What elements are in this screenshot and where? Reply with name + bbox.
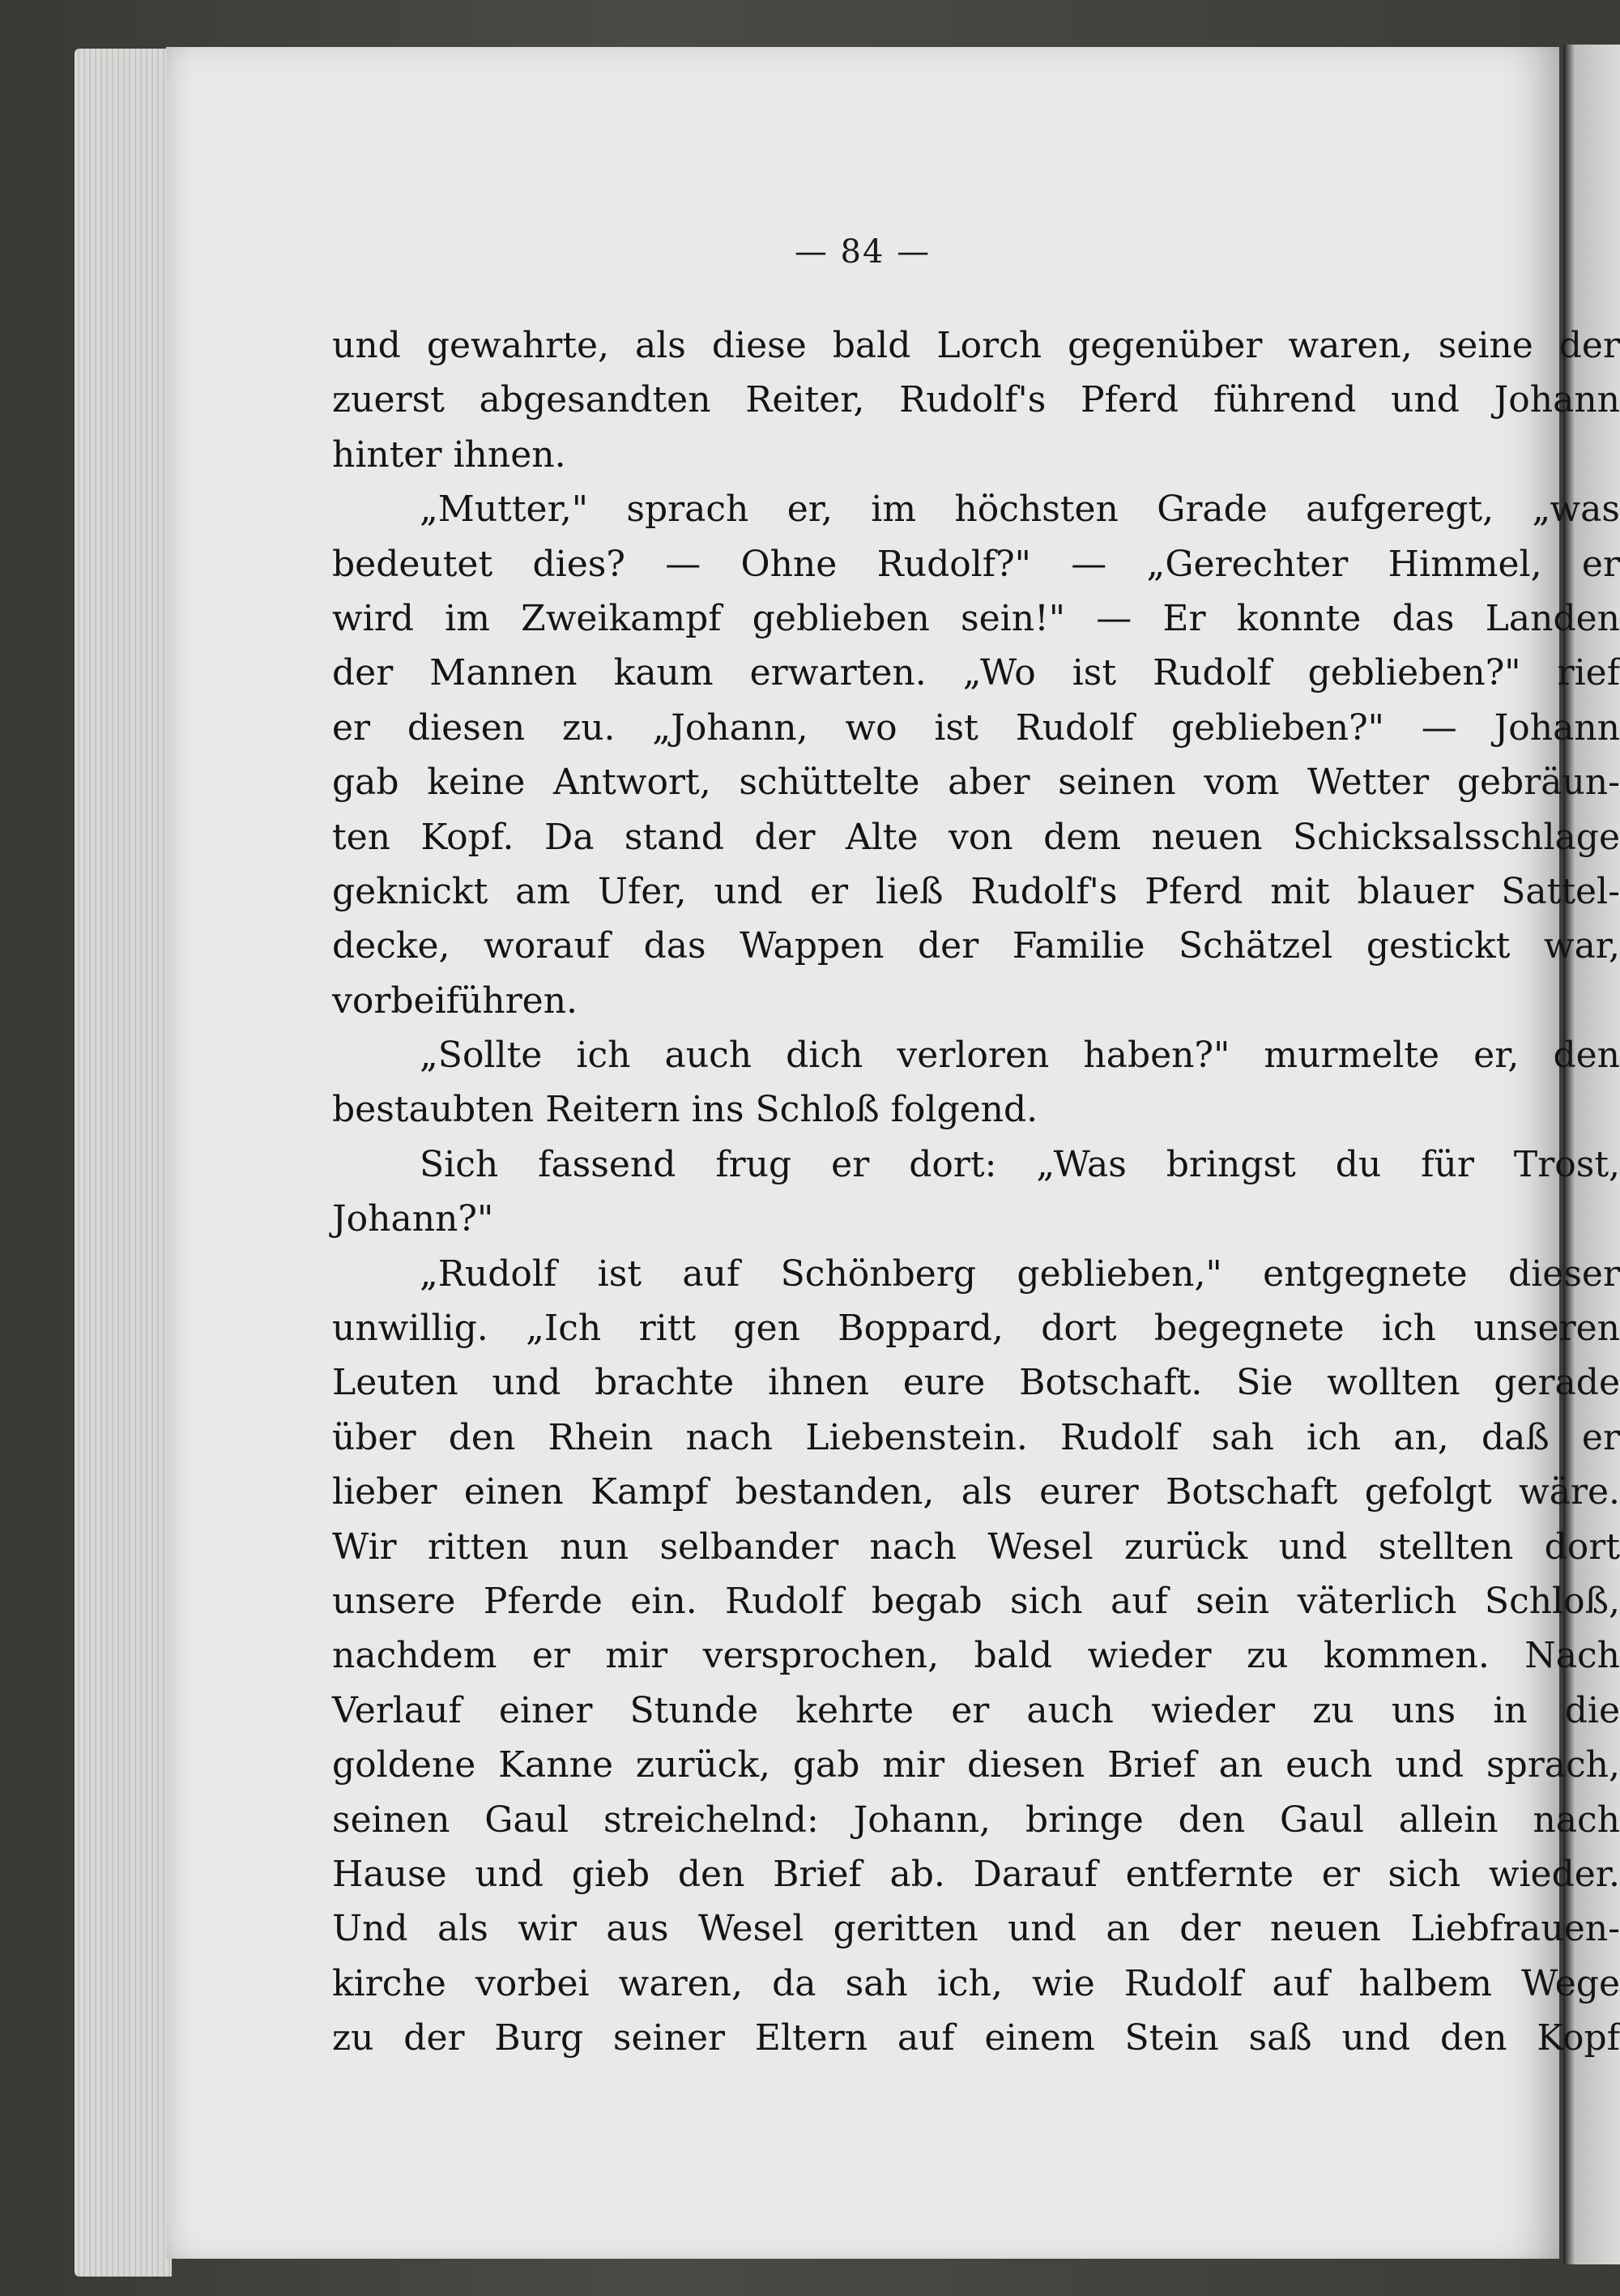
text-line: wird im Zweikampf geblieben sein!" — Er konnte das Landen bbox=[332, 597, 1620, 639]
text-line: vorbeiführen. bbox=[332, 979, 578, 1022]
text-line: unsere Pferde ein. Rudolf begab sich auf sein väterlich Schloß, bbox=[332, 1580, 1620, 1622]
page-edges bbox=[75, 49, 172, 2277]
text-line: und gewahrte, als diese bald Lorch gegenüber waren, seine der bbox=[332, 325, 1620, 366]
text-line: der Mannen kaum erwarten. „Wo ist Rudolf geblieben?" rief bbox=[332, 652, 1620, 694]
page-number: — 84 — bbox=[794, 233, 932, 271]
book-page bbox=[166, 47, 1620, 2259]
text-line: bestaubten Reitern ins Schloß folgend. bbox=[332, 1089, 1038, 1131]
text-line: Sich fassend frug er dort: „Was bringst du für Trost, bbox=[420, 1143, 1620, 1185]
body-text bbox=[332, 318, 1620, 2066]
text-line: Leuten und brachte ihnen eure Botschaft. Sie wollten gerade bbox=[332, 1362, 1620, 1404]
text-line: ten Kopf. Da stand der Alte von dem neuen Schicksalsschlage bbox=[332, 816, 1620, 858]
text-line: über den Rhein nach Liebenstein. Rudolf sah ich an, daß er bbox=[332, 1416, 1620, 1458]
text-line: er diesen zu. „Johann, wo ist Rudolf geblieben?" — Johann bbox=[332, 706, 1620, 749]
text-line: bedeutet dies? — Ohne Rudolf?" — „Gerechter Himmel, er bbox=[332, 543, 1620, 585]
text-line: „Mutter," sprach er, im höchsten Grade aufgeregt, „was bbox=[420, 489, 1620, 531]
text-line: zu der Burg seiner Eltern auf einem Stein saß und den Kopf bbox=[332, 2017, 1620, 2059]
text-line: „Sollte ich auch dich verloren haben?" murmelte er, den bbox=[420, 1035, 1620, 1077]
text-line: goldene Kanne zurück, gab mir diesen Brief an euch und sprach, bbox=[332, 1744, 1620, 1786]
text-line: gab keine Antwort, schüttelte aber seinen vom Wetter gebräun- bbox=[332, 762, 1620, 804]
text-line: lieber einen Kampf bestanden, als eurer Botschaft gefolgt wäre. bbox=[332, 1471, 1620, 1513]
text-line: Johann?" bbox=[332, 1198, 494, 1240]
text-line: Und als wir aus Wesel geritten und an der neuen Liebfrauen- bbox=[332, 1908, 1620, 1950]
text-line: Wir ritten nun selbander nach Wesel zurück und stellten dort bbox=[332, 1526, 1620, 1568]
text-line: hinter ihnen. bbox=[332, 433, 566, 476]
text-line: decke, worauf das Wappen der Familie Schätzel gestickt war, bbox=[332, 925, 1620, 967]
text-line: „Rudolf ist auf Schönberg geblieben," entgegnete dieser bbox=[420, 1253, 1620, 1295]
text-line: seinen Gaul streichelnd: Johann, bringe den Gaul allein nach bbox=[332, 1799, 1620, 1841]
text-line: Verlauf einer Stunde kehrte er auch wieder zu uns in die bbox=[332, 1689, 1620, 1731]
text-line: zuerst abgesandten Reiter, Rudolf's Pferd führend und Johann bbox=[332, 379, 1620, 421]
text-line: geknickt am Ufer, und er ließ Rudolf's Pferd mit blauer Sattel- bbox=[332, 870, 1620, 912]
text-line: unwillig. „Ich ritt gen Boppard, dort begegnete ich unseren bbox=[332, 1308, 1620, 1350]
text-line: nachdem er mir versprochen, bald wieder zu kommen. Nach bbox=[332, 1635, 1620, 1677]
text-line: kirche vorbei waren, da sah ich, wie Rudolf auf halbem Wege bbox=[332, 1962, 1620, 2004]
text-line: Hause und gieb den Brief ab. Darauf entfernte er sich wieder. bbox=[332, 1853, 1620, 1895]
